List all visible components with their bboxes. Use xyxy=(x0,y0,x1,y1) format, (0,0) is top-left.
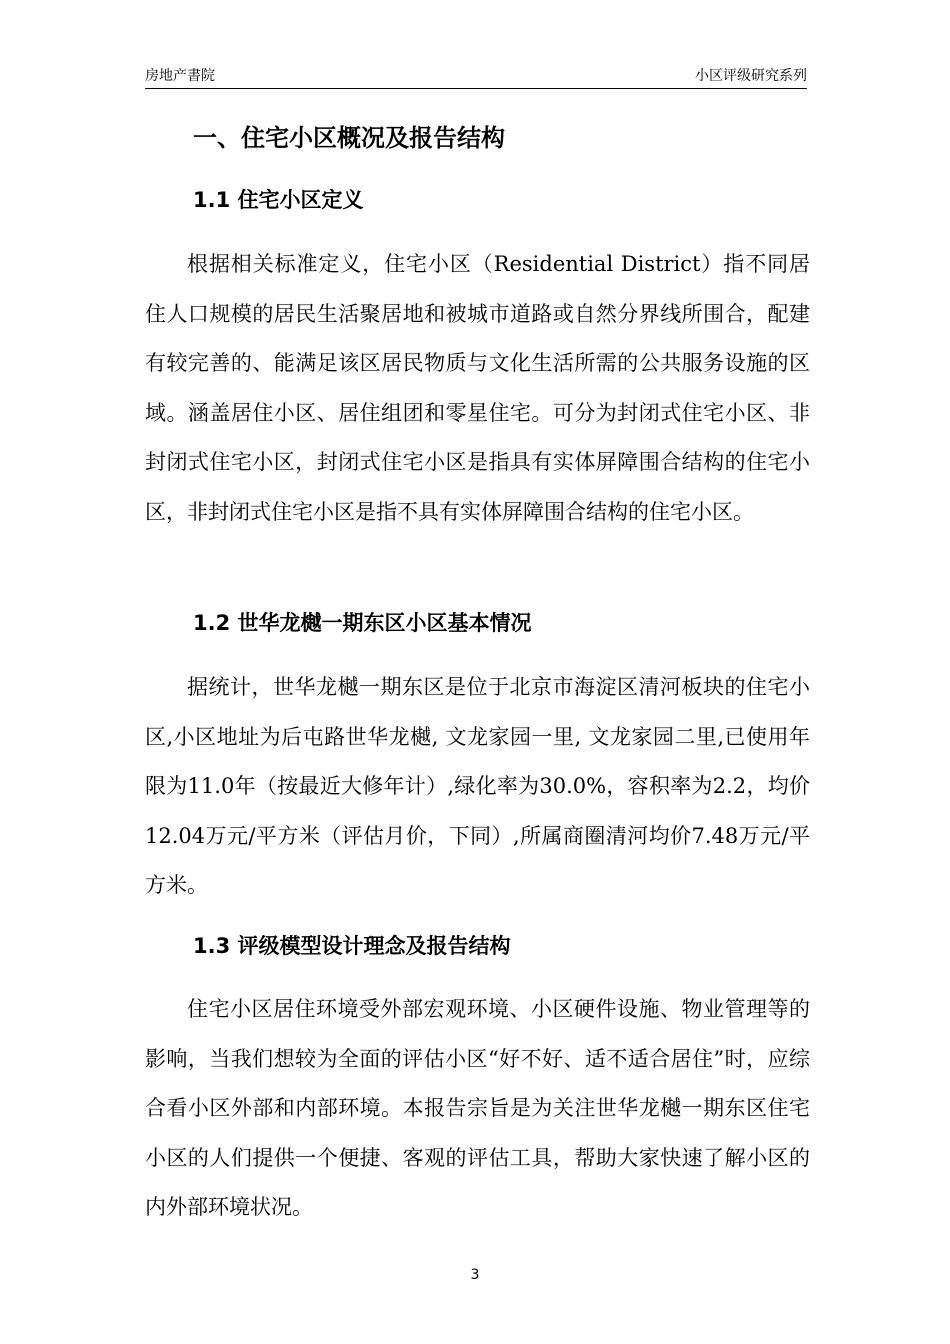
subsection-title-1-2: 1.2 世华龙樾一期东区小区基本情况 xyxy=(193,611,532,635)
subsection-title-1-1: 1.1 住宅小区定义 xyxy=(193,188,364,212)
header-series-title: 小区评级研究系列 xyxy=(695,68,807,84)
section-title: 一、住宅小区概况及报告结构 xyxy=(193,124,505,152)
subsection-title-1-3: 1.3 评级模型设计理念及报告结构 xyxy=(193,934,511,958)
paragraph-model-design: 住宅小区居住环境受外部宏观环境、小区硬件设施、物业管理等的影响，当我们想较为全面的评估小区“好不好、适不适合居住”时，应综合看小区外部和内部环境。本报告宗旨是为关注世华龙樾一期东区住宅小区的人们提供一个便捷、客观的评估工具，帮助大家快速了解小区的内外部环境状况。 xyxy=(145,997,810,1220)
page-number: 3 xyxy=(470,1267,480,1283)
paragraph-basic-info: 据统计，世华龙樾一期东区是位于北京市海淀区清河板块的住宅小区,小区地址为后屯路世华龙樾, 文龙家园一里, 文龙家园二里,已使用年限为11.0年（按最近大修年计）,绿化率为30.0%，容积率为2.2，均价12.04万元/平方米（评估月价，下同）,所属商圈清河均价7.48万元/平方米。 xyxy=(145,675,810,898)
header-publisher: 房地产書院 xyxy=(145,68,215,84)
paragraph-definition: 根据相关标准定义，住宅小区（Residential District）指不同居住人口规模的居民生活聚居地和被城市道路或自然分界线所围合，配建有较完善的、能满足该区居民物质与文化生活所需的公共服务设施的区域。涵盖居住小区、居住组团和零星住宅。可分为封闭式住宅小区、非封闭式住宅小区，封闭式住宅小区是指具有实体屏障围合结构的住宅小区，非封闭式住宅小区是指不具有实体屏障围合结构的住宅小区。 xyxy=(145,252,810,524)
page-header xyxy=(145,66,807,89)
